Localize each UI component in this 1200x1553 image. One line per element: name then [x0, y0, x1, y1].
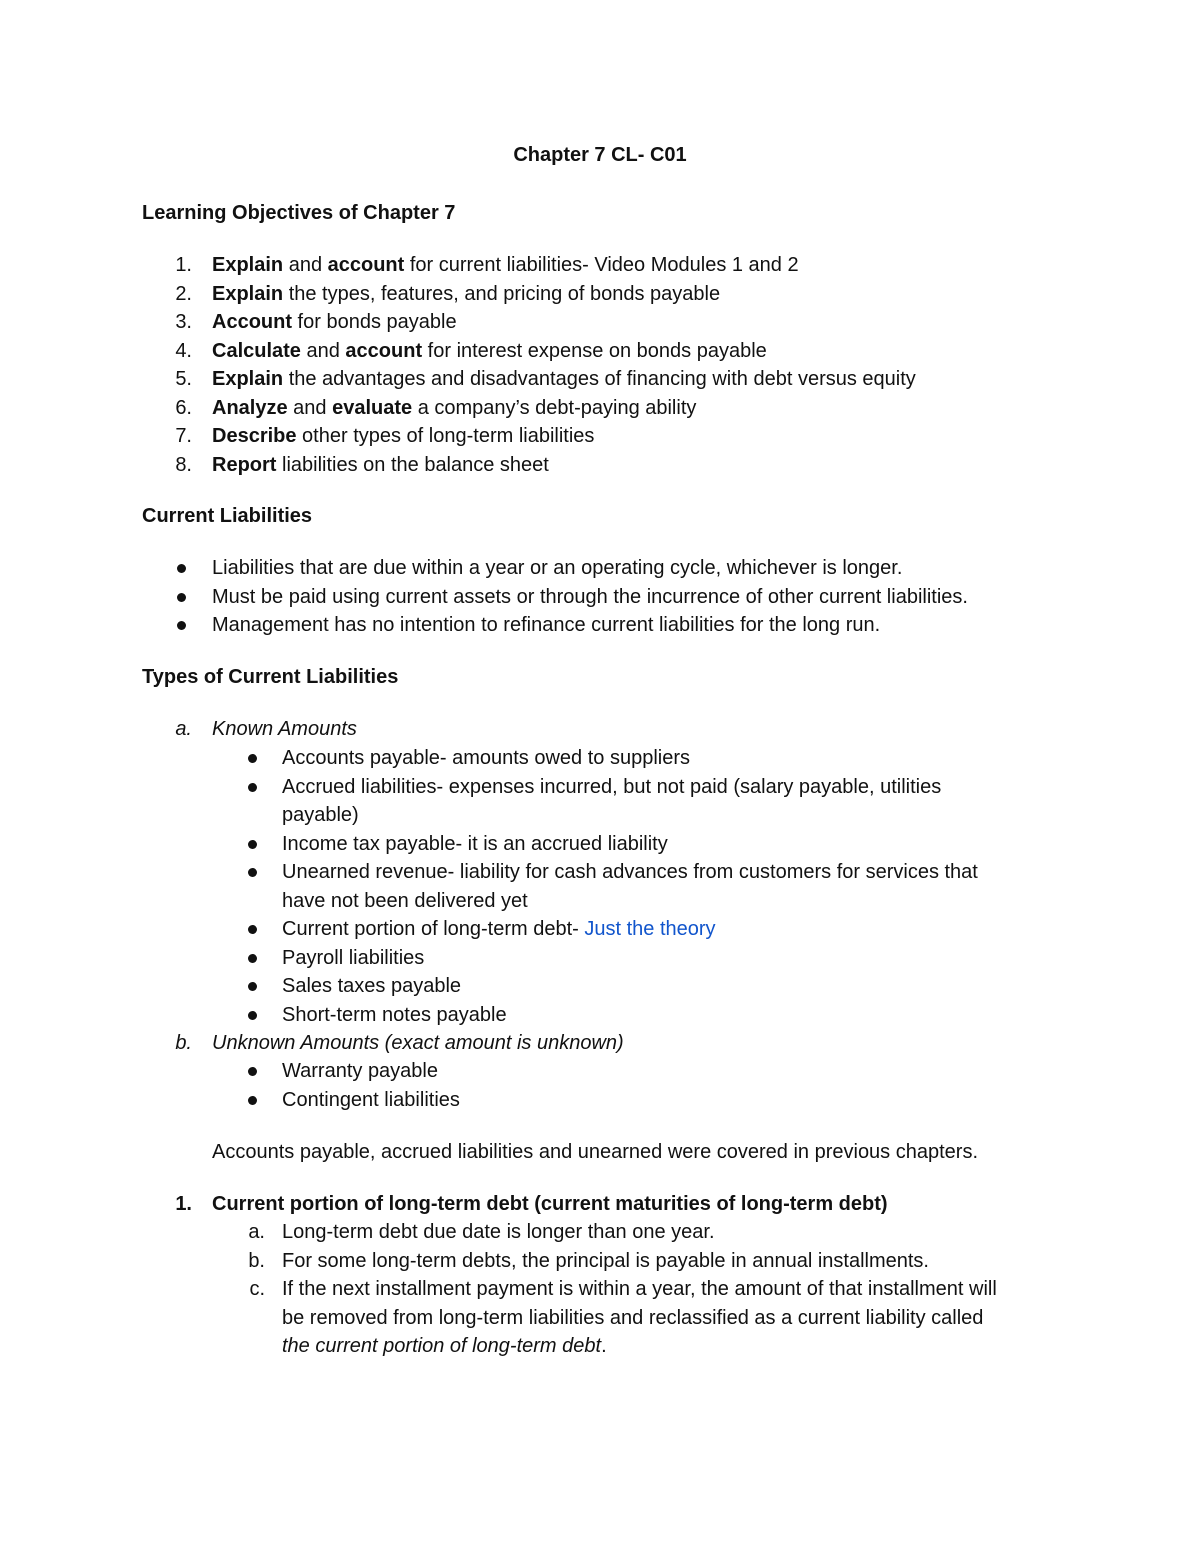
- list-item: [0, 801, 1200, 830]
- bullet-icon: [177, 621, 186, 630]
- bullet-icon: [248, 982, 257, 991]
- item-text: [282, 1275, 997, 1304]
- objective-item: [0, 394, 1200, 423]
- list-item: [0, 1332, 1200, 1361]
- unknown-amounts-row: [0, 1029, 1200, 1058]
- text-run: evaluate: [332, 396, 413, 419]
- objectives-heading: Learning Objectives of Chapter 7: [142, 202, 456, 224]
- objective-item: [0, 337, 1200, 366]
- text-run: Calculate: [212, 339, 301, 362]
- list-item: [0, 944, 1200, 973]
- bullet-icon: [248, 925, 257, 934]
- bullet-icon: [248, 1067, 257, 1076]
- bullet-icon: [248, 1011, 257, 1020]
- list-item: [0, 1218, 1200, 1247]
- bullet-icon: [177, 593, 186, 602]
- types-heading: Types of Current Liabilities: [142, 666, 399, 688]
- text-run: the advantages and disadvantages of financing with debt versus equity: [283, 368, 916, 390]
- objective-text: [212, 451, 549, 480]
- text-run: for interest expense on bonds payable: [422, 339, 767, 362]
- list-item: [0, 744, 1200, 773]
- bullet-icon: [248, 954, 257, 963]
- list-item: [0, 554, 1200, 583]
- objective-number: 5.: [175, 368, 192, 390]
- covered-note: Accounts payable, accrued liabilities and unearned were covered in previous chapters.: [212, 1141, 979, 1163]
- text-run: and: [300, 339, 346, 362]
- bullet-text: [282, 830, 668, 859]
- item-text: [282, 1332, 607, 1361]
- bullet-text: [282, 858, 978, 887]
- section1-number: 1.: [175, 1193, 192, 1215]
- objective-item: [0, 251, 1200, 280]
- text-run: Explain: [212, 254, 284, 276]
- page-title: Chapter 7 CL- C01: [513, 144, 687, 166]
- text-run: Sales taxes payable: [282, 975, 462, 997]
- bullet-text: [282, 744, 690, 773]
- link-text[interactable]: Just the theory: [584, 918, 716, 940]
- bullet-text: [282, 944, 424, 973]
- bullet-text: [282, 1001, 507, 1030]
- objective-text: [212, 308, 457, 337]
- bullet-text: [282, 887, 528, 916]
- text-run: For some long-term debts, the principal is payable in annual installments.: [282, 1249, 929, 1272]
- item-text: [282, 1218, 715, 1247]
- objective-number: 1.: [175, 254, 192, 276]
- objective-text: [212, 251, 799, 280]
- text-run: Accounts payable- amounts owed to suppliers: [282, 747, 691, 769]
- text-run: Contingent liabilities: [282, 1088, 460, 1111]
- text-run: account: [345, 339, 423, 362]
- text-run: Analyze: [212, 396, 288, 419]
- text-run: Describe: [212, 425, 297, 447]
- text-run: for bonds payable: [292, 311, 457, 333]
- text-run: Explain: [212, 282, 284, 305]
- bullet-text: Liabilities that are due within a year or an operating cycle, whichever is longer.: [212, 557, 903, 579]
- objective-item: [0, 451, 1200, 480]
- item-text: [282, 1247, 929, 1276]
- text-run: and: [287, 396, 333, 419]
- text-run: Short-term notes payable: [282, 1003, 507, 1026]
- bullet-icon: [248, 1096, 257, 1105]
- bullet-text: [282, 1086, 460, 1115]
- text-run: Payroll liabilities: [282, 946, 425, 969]
- objective-text: [212, 365, 916, 394]
- text-run: and: [283, 254, 328, 276]
- text-run: Unearned revenue- liability for cash advances from customers for services that: [282, 861, 978, 883]
- list-item: [0, 1057, 1200, 1086]
- current-liabilities-heading: Current Liabilities: [142, 505, 313, 527]
- objective-item: [0, 422, 1200, 451]
- text-run: liabilities on the balance sheet: [276, 453, 549, 476]
- list-item: [0, 858, 1200, 887]
- bullet-icon: [248, 840, 257, 849]
- section1-heading-row: [0, 1190, 1200, 1219]
- list-item: [0, 773, 1200, 802]
- bullet-text: [282, 1057, 438, 1086]
- objective-number: 7.: [175, 425, 192, 447]
- bullet-icon: [248, 868, 257, 877]
- text-run: .: [601, 1335, 607, 1357]
- objective-item: [0, 280, 1200, 309]
- objective-number: 8.: [175, 453, 192, 476]
- text-run: Account: [212, 311, 292, 333]
- objective-text: [212, 337, 767, 366]
- text-run: for current liabilities- Video Modules 1 and 2: [404, 254, 799, 276]
- list-item: [0, 611, 1200, 640]
- text-run: Accrued liabilities- expenses incurred, but not paid (salary payable, utilities: [282, 775, 942, 798]
- list-letter: a.: [248, 1221, 265, 1243]
- text-run: Income tax payable- it is an accrued liability: [282, 832, 668, 855]
- objective-text: [212, 394, 696, 423]
- text-run: Warranty payable: [282, 1060, 438, 1082]
- list-letter: c.: [249, 1278, 265, 1300]
- bullet-text: Management has no intention to refinance current liabilities for the long run.: [212, 614, 881, 636]
- text-run: payable): [282, 804, 359, 826]
- list-item: [0, 1304, 1200, 1333]
- text-run: have not been delivered yet: [282, 889, 528, 912]
- text-run: be removed from long-term liabilities and reclassified as a current liability called: [282, 1306, 984, 1329]
- objective-item: [0, 308, 1200, 337]
- objective-item: [0, 365, 1200, 394]
- unknown-amounts-label: Unknown Amounts (exact amount is unknown): [212, 1032, 624, 1054]
- list-item: [0, 915, 1200, 944]
- list-item: [0, 1247, 1200, 1276]
- list-item: [0, 1086, 1200, 1115]
- text-run: account: [327, 254, 405, 276]
- objective-text: [212, 422, 594, 451]
- list-item: [0, 583, 1200, 612]
- unknown-marker: b.: [175, 1032, 192, 1054]
- bullet-icon: [248, 754, 257, 763]
- bullet-text: Must be paid using current assets or through the incurrence of other current liabilities.: [212, 585, 968, 608]
- bullet-icon: [248, 783, 257, 792]
- list-letter: b.: [248, 1249, 265, 1272]
- list-item: [0, 972, 1200, 1001]
- list-item: [0, 887, 1200, 916]
- text-run: Current portion of long-term debt-: [282, 918, 585, 940]
- known-marker: a.: [175, 718, 192, 740]
- text-run: If the next installment payment is within a year, the amount of that installment will: [282, 1278, 997, 1300]
- text-run: the types, features, and pricing of bonds payable: [283, 282, 721, 305]
- text-run: other types of long-term liabilities: [296, 425, 595, 447]
- bullet-text: [282, 773, 941, 802]
- objective-text: [212, 280, 720, 309]
- text-run: Report: [212, 453, 277, 476]
- bullet-text: [282, 972, 461, 1001]
- bullet-text: [282, 915, 716, 944]
- text-run: Explain: [212, 368, 284, 390]
- list-item: [0, 830, 1200, 859]
- covered-note-row: [0, 1138, 1200, 1167]
- bullet-text: [282, 801, 359, 830]
- known-amounts-row: [0, 715, 1200, 744]
- list-item: [0, 1001, 1200, 1030]
- objective-number: 4.: [175, 339, 192, 362]
- list-item: [0, 1275, 1200, 1304]
- objective-number: 6.: [175, 396, 192, 419]
- known-amounts-label: Known Amounts: [212, 718, 357, 740]
- item-text: [282, 1304, 983, 1333]
- text-run: the current portion of long-term debt: [282, 1335, 602, 1357]
- bullet-icon: [177, 564, 186, 573]
- objective-number: 3.: [175, 311, 192, 333]
- text-run: a company’s debt-paying ability: [412, 396, 697, 419]
- section1-heading: Current portion of long-term debt (current maturities of long-term debt): [212, 1193, 888, 1215]
- text-run: Long-term debt due date is longer than one year.: [282, 1221, 715, 1243]
- objective-number: 2.: [175, 282, 192, 305]
